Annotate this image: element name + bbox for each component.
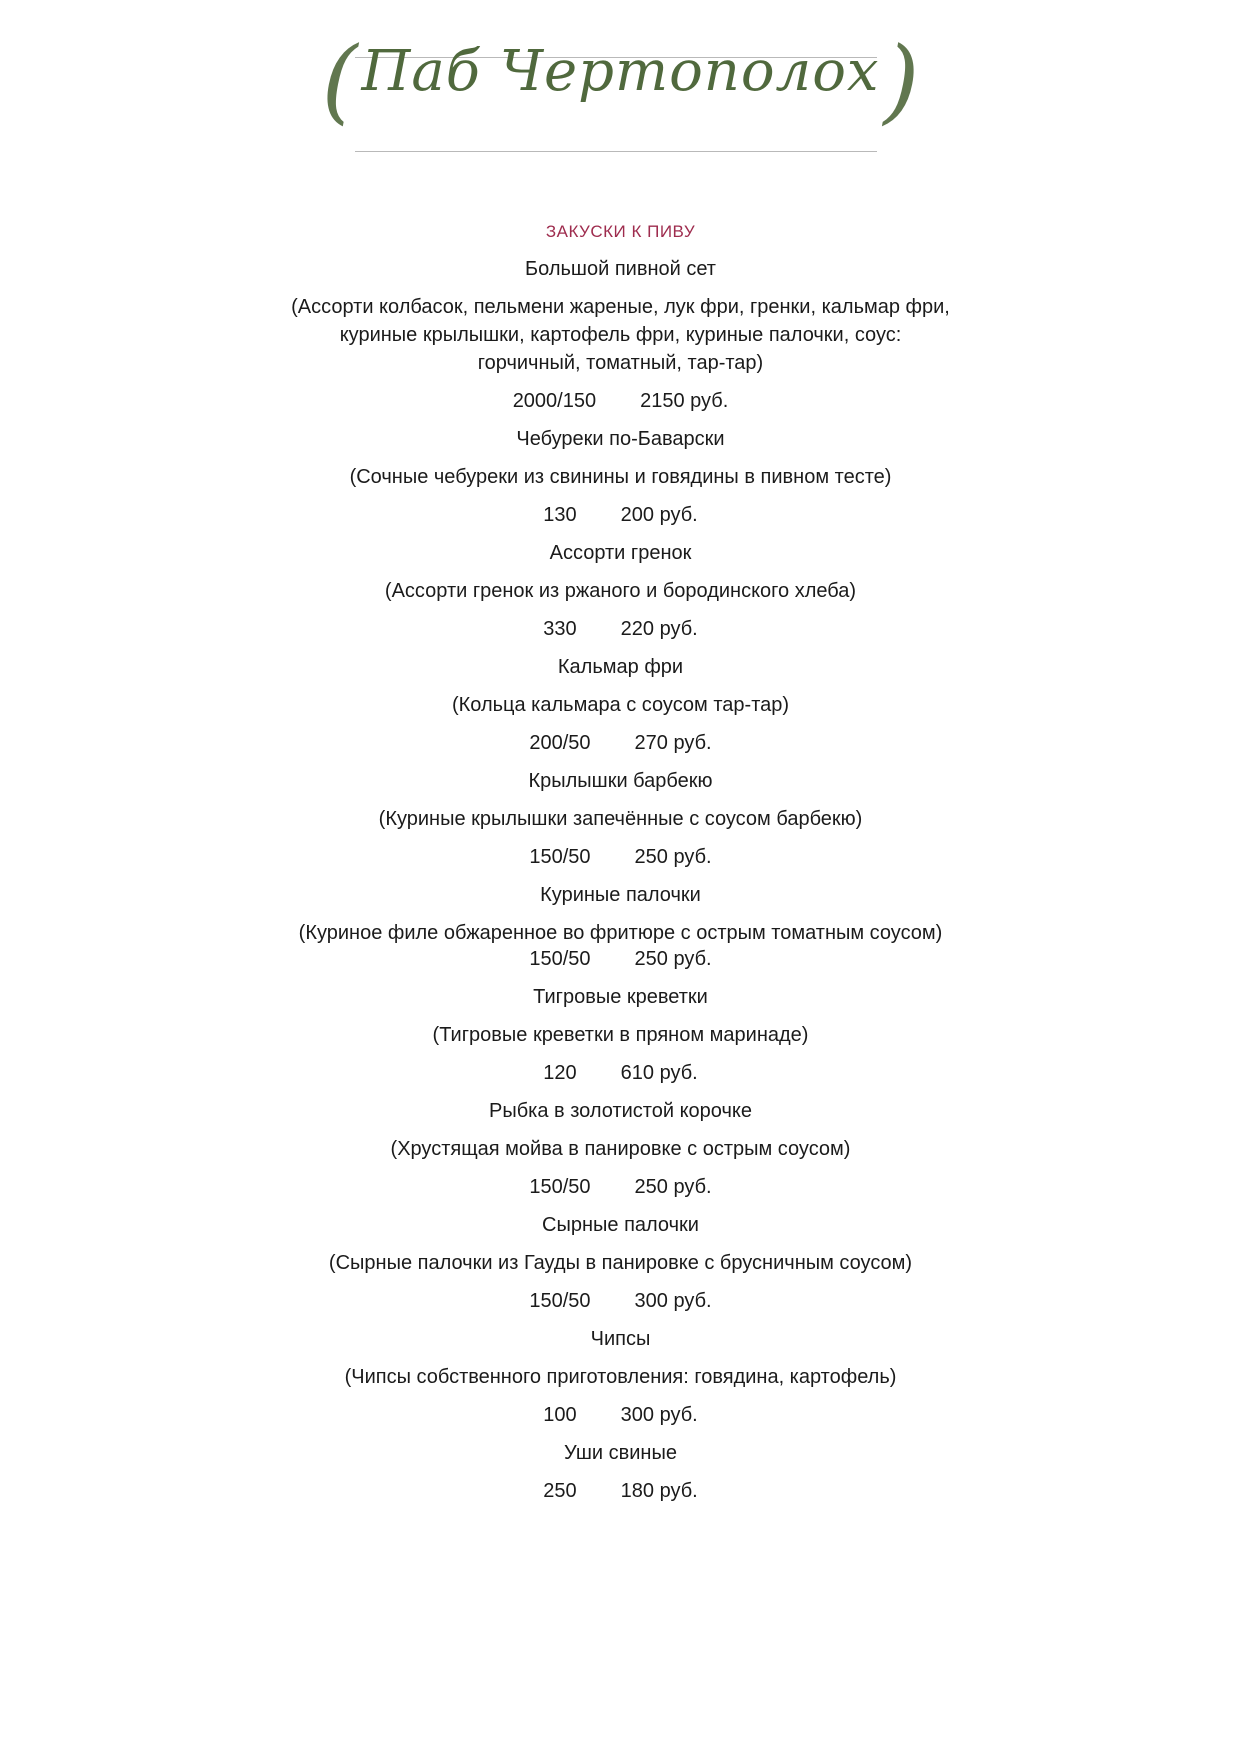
brand-logo [0, 27, 1241, 134]
item-name: Большой пивной сет [525, 258, 716, 280]
item-name: Тигровые креветки [533, 986, 708, 1008]
item-name: Рыбка в золотистой корочке [489, 1100, 752, 1122]
item-price: 2150 руб. [640, 390, 729, 412]
item-price: 250 руб. [634, 1176, 712, 1198]
item-weight: 330 [543, 618, 577, 640]
item-price-row [0, 1282, 1241, 1320]
item-price-row [0, 496, 1241, 534]
item-weight: 2000/150 [512, 390, 597, 412]
menu-item [0, 534, 1241, 648]
item-price-row [0, 1396, 1241, 1434]
item-description: (Ассорти гренок из ржаного и бородинского хлеба) [384, 580, 857, 602]
item-price: 250 руб. [634, 846, 712, 868]
item-price: 300 руб. [634, 1290, 712, 1312]
item-description: (Хрустящая мойва в панировке с острым соусом) [390, 1138, 851, 1160]
item-price-row [0, 838, 1241, 876]
item-name: Сырные палочки [542, 1214, 699, 1236]
item-description: (Сочные чебуреки из свинины и говядины в пивном тесте) [349, 466, 892, 488]
item-name: Куриные палочки [540, 884, 701, 906]
menu-item [0, 762, 1241, 876]
item-weight: 150/50 [529, 1176, 591, 1198]
item-weight: 100 [543, 1404, 577, 1426]
menu-item [0, 1434, 1241, 1510]
item-price-row [0, 610, 1241, 648]
menu-item [0, 876, 1241, 978]
item-description: (Тигровые креветки в пряном маринаде) [432, 1024, 809, 1046]
item-price: 610 руб. [620, 1062, 698, 1084]
item-price: 250 руб. [634, 948, 712, 970]
item-description: (Кольца кальмара с соусом тар-тар) [451, 694, 790, 716]
logo-left-swash-icon: ( [321, 27, 358, 134]
menu-item [0, 250, 1241, 420]
item-weight: 130 [543, 504, 577, 526]
menu-content [0, 222, 1241, 1510]
item-name: Ассорти гренок [549, 542, 692, 564]
item-weight: 150/50 [529, 846, 591, 868]
logo-right-swash-icon: ) [883, 27, 920, 134]
item-weight: 120 [543, 1062, 577, 1084]
item-weight: 200/50 [529, 732, 591, 754]
item-price-row [0, 1472, 1241, 1510]
menu-item [0, 1092, 1241, 1206]
item-description: (Чипсы собственного приготовления: говядина, картофель) [344, 1366, 897, 1388]
item-price-row [0, 1054, 1241, 1092]
menu-item [0, 978, 1241, 1092]
item-price-row [0, 946, 1241, 978]
item-description: (Ассорти колбасок, пельмени жареные, лук фри, гренки, кальмар фри, куриные крылышки, картофель фри, куриные палочки, соус: горчичный, томатный, тар-тар) [291, 296, 950, 374]
item-name: Уши свиные [564, 1442, 677, 1464]
item-price: 220 руб. [620, 618, 698, 640]
header-bottom-rule [355, 151, 877, 152]
item-name: Чипсы [590, 1328, 651, 1350]
brand-header [0, 0, 1241, 168]
brand-name: Паб Чертополох [361, 39, 880, 104]
item-weight: 250 [543, 1480, 577, 1502]
item-price-row [0, 382, 1241, 420]
section-title: ЗАКУСКИ К ПИВУ [545, 222, 696, 241]
item-weight: 150/50 [529, 948, 591, 970]
item-name: Кальмар фри [557, 656, 684, 678]
item-name: Крылышки барбекю [528, 770, 713, 792]
item-description: (Сырные палочки из Гауды в панировке с брусничным соусом) [328, 1252, 913, 1274]
menu-items [0, 250, 1241, 1510]
item-price: 200 руб. [620, 504, 698, 526]
menu-item [0, 648, 1241, 762]
item-price-row [0, 1168, 1241, 1206]
item-name: Чебуреки по-Баварски [516, 428, 725, 450]
item-weight: 150/50 [529, 1290, 591, 1312]
menu-item [0, 420, 1241, 534]
menu-item [0, 1320, 1241, 1434]
item-price: 180 руб. [620, 1480, 698, 1502]
item-description: (Куриное филе обжаренное во фритюре с острым томатным соусом) [298, 922, 943, 944]
menu-item [0, 1206, 1241, 1320]
item-price: 270 руб. [634, 732, 712, 754]
item-price-row [0, 724, 1241, 762]
item-description: (Куриные крылышки запечённые с соусом барбекю) [378, 808, 863, 830]
item-price: 300 руб. [620, 1404, 698, 1426]
